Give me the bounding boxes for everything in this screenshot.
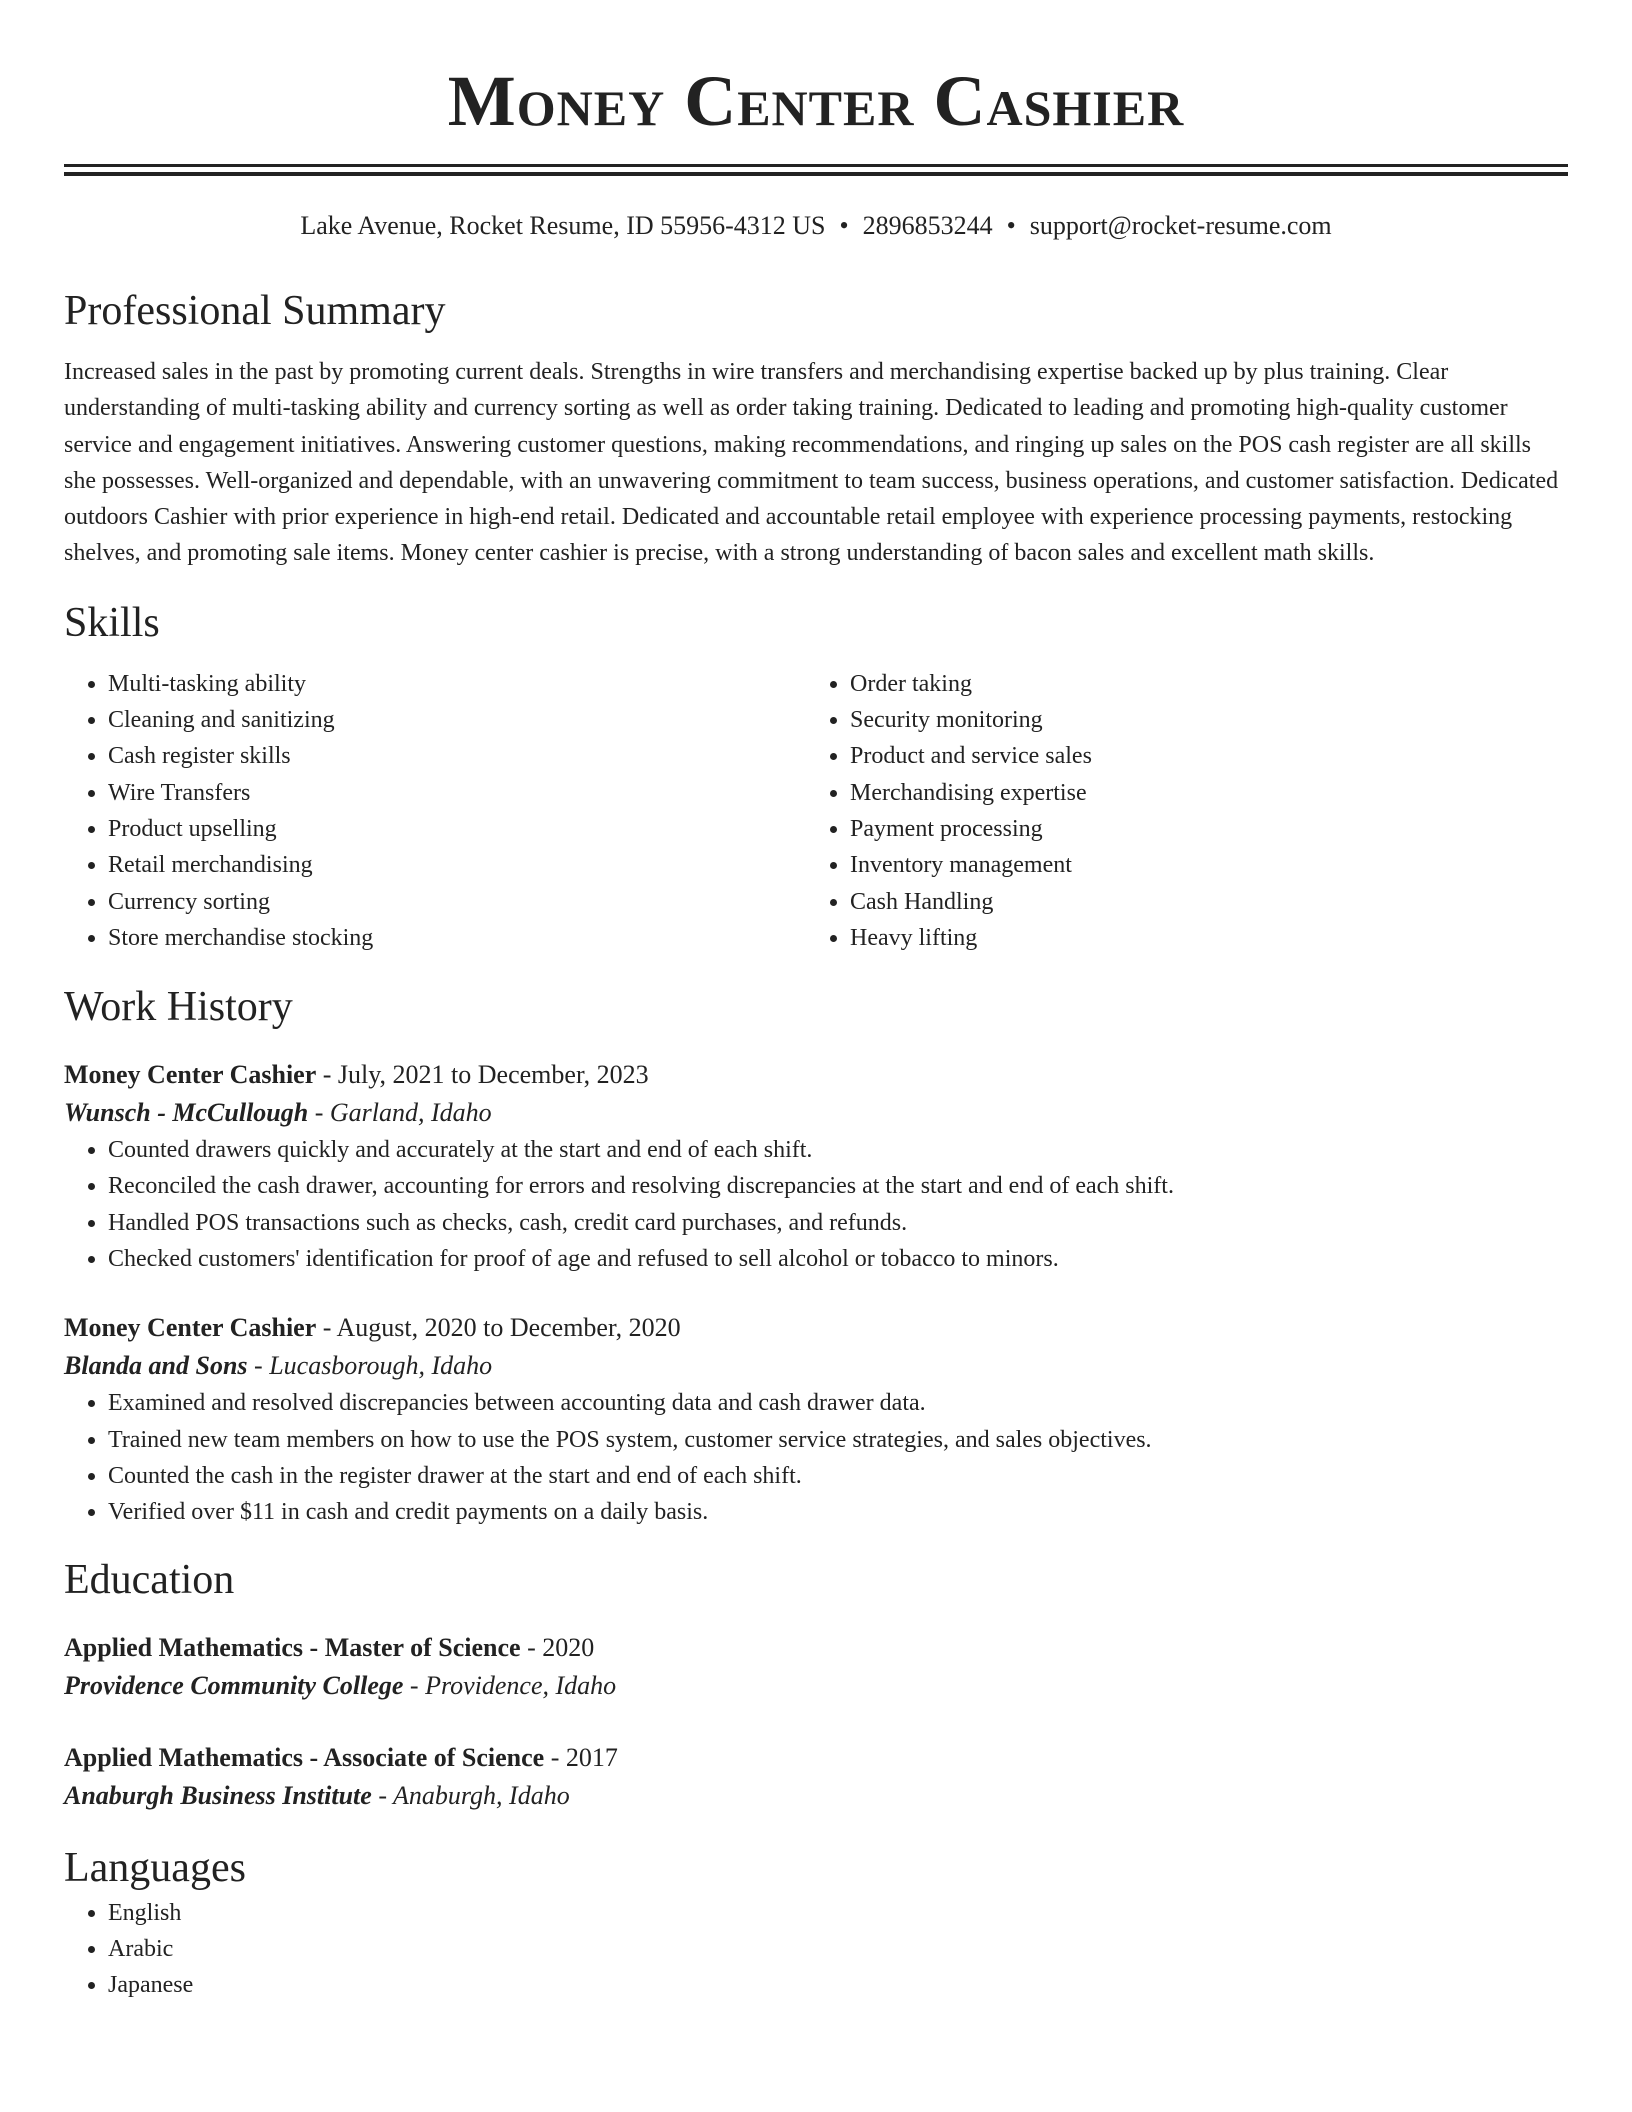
language-item: • Japanese: [108, 1967, 1568, 2003]
job-title-line: [64, 1309, 1568, 1347]
job-location: - Garland, Idaho: [308, 1098, 492, 1128]
job-title-line: [64, 1056, 1568, 1094]
skills-list: [64, 666, 1568, 956]
skills-column-right: [806, 666, 1548, 956]
skill-item: • Heavy lifting: [850, 920, 1548, 956]
skill-item: • Currency sorting: [108, 884, 806, 920]
job-dates: - August, 2020 to December, 2020: [316, 1313, 681, 1343]
job-company-line: [64, 1347, 1568, 1385]
work-history-heading: Work History: [64, 984, 293, 1031]
job-entry: [64, 1056, 1568, 1277]
job-company-line: [64, 1094, 1568, 1132]
education-school: Anaburgh Business Institute: [64, 1780, 372, 1810]
skills-heading: Skills: [64, 599, 160, 646]
education-degree: Applied Mathematics - Associate of Science: [64, 1742, 545, 1772]
skill-item: • Cleaning and sanitizing: [108, 702, 806, 738]
job-company: Wunsch - McCullough: [64, 1098, 309, 1128]
contact-address: Lake Avenue, Rocket Resume, ID 55956-4312 US: [300, 211, 826, 240]
job-duty-item: • Verified over $11 in cash and credit payments on a daily basis.: [108, 1494, 1568, 1530]
skill-item: • Store merchandise stocking: [108, 920, 806, 956]
education-entry: [64, 1739, 1568, 1815]
job-company: Blanda and Sons: [64, 1351, 248, 1381]
skill-item: • Security monitoring: [850, 702, 1548, 738]
contact-separator: •: [1006, 211, 1016, 240]
job-duty-item: • Checked customers' identification for proof of age and refused to sell alcohol or tobacco to minors.: [108, 1241, 1568, 1277]
job-entry: [64, 1309, 1568, 1530]
skill-item: • Order taking: [850, 666, 1548, 702]
skill-item: • Payment processing: [850, 811, 1548, 847]
education-year: - 2020: [520, 1632, 595, 1662]
summary-text: Increased sales in the past by promoting current deals. Strengths in wire transfers and merchandising expertise backed up by plus training. Clear understanding of multi-tasking ability and currency sorting as well as order taking training. Dedicated to leading and promoting high-quality customer service and engagement initiatives. Answering customer questions, making recommendations, and ringing up sales on the POS cash register are all skills she possesses. Well-organized and dependable, with an unwavering commitment to team success, business operations, and customer satisfaction. Dedicated outdoors Cashier with prior experience in high-end retail. Dedicated and accountable retail employee with experience processing payments, restocking shelves, and promoting sale items. Money center cashier is precise, with a strong understanding of bacon sales and excellent math skills.: [64, 359, 1559, 567]
language-item: • English: [108, 1895, 1568, 1931]
header-divider: [64, 164, 1568, 176]
languages-heading: Languages: [64, 1844, 246, 1891]
language-item: • Arabic: [108, 1931, 1568, 1967]
contact-email: support@rocket-resume.com: [1029, 211, 1332, 240]
education-school-line: [64, 1667, 1568, 1705]
skill-item: • Cash register skills: [108, 738, 806, 774]
job-duty-item: • Reconciled the cash drawer, accounting for errors and resolving discrepancies at the start and end of each shift.: [108, 1168, 1568, 1204]
contact-separator: •: [839, 211, 849, 240]
candidate-name: Money Center Cashier: [447, 61, 1185, 141]
skills-column-left: [64, 666, 806, 956]
skill-item: • Inventory management: [850, 847, 1548, 883]
job-duties: [64, 1132, 1568, 1277]
skill-item: • Product and service sales: [850, 738, 1548, 774]
skill-item: • Wire Transfers: [108, 775, 806, 811]
education-year: - 2017: [544, 1742, 618, 1772]
contact-line: [64, 208, 1568, 244]
skill-item: • Cash Handling: [850, 884, 1548, 920]
job-dates: - July, 2021 to December, 2023: [316, 1060, 649, 1090]
education-entry: [64, 1629, 1568, 1705]
skill-item: • Multi-tasking ability: [108, 666, 806, 702]
education-school: Providence Community College: [64, 1670, 404, 1700]
job-role: Money Center Cashier: [64, 1313, 317, 1343]
education-location: - Anaburgh, Idaho: [371, 1780, 570, 1810]
job-duties: [64, 1385, 1568, 1530]
job-duty-item: • Handled POS transactions such as checks, cash, credit card purchases, and refunds.: [108, 1205, 1568, 1241]
contact-phone: 2896853244: [862, 211, 993, 240]
job-duty-item: • Examined and resolved discrepancies between accounting data and cash drawer data.: [108, 1385, 1568, 1421]
education-degree-line: [64, 1739, 1568, 1777]
education-location: - Providence, Idaho: [403, 1670, 617, 1700]
education-degree: Applied Mathematics - Master of Science: [64, 1632, 521, 1662]
summary-heading: Professional Summary: [64, 288, 446, 334]
job-role: Money Center Cashier: [64, 1060, 317, 1090]
education-degree-line: [64, 1629, 1568, 1667]
job-duty-item: • Counted the cash in the register drawer at the start and end of each shift.: [108, 1458, 1568, 1494]
skill-item: • Merchandising expertise: [850, 775, 1548, 811]
skill-item: • Product upselling: [108, 811, 806, 847]
job-location: - Lucasborough, Idaho: [247, 1351, 493, 1381]
job-duty-item: • Trained new team members on how to use the POS system, customer service strategies, and sales objectives.: [108, 1422, 1568, 1458]
education-school-line: [64, 1777, 1568, 1815]
job-duty-item: • Counted drawers quickly and accurately at the start and end of each shift.: [108, 1132, 1568, 1168]
skill-item: • Retail merchandising: [108, 847, 806, 883]
languages-list: [64, 1895, 1568, 2004]
education-heading: Education: [64, 1556, 235, 1603]
